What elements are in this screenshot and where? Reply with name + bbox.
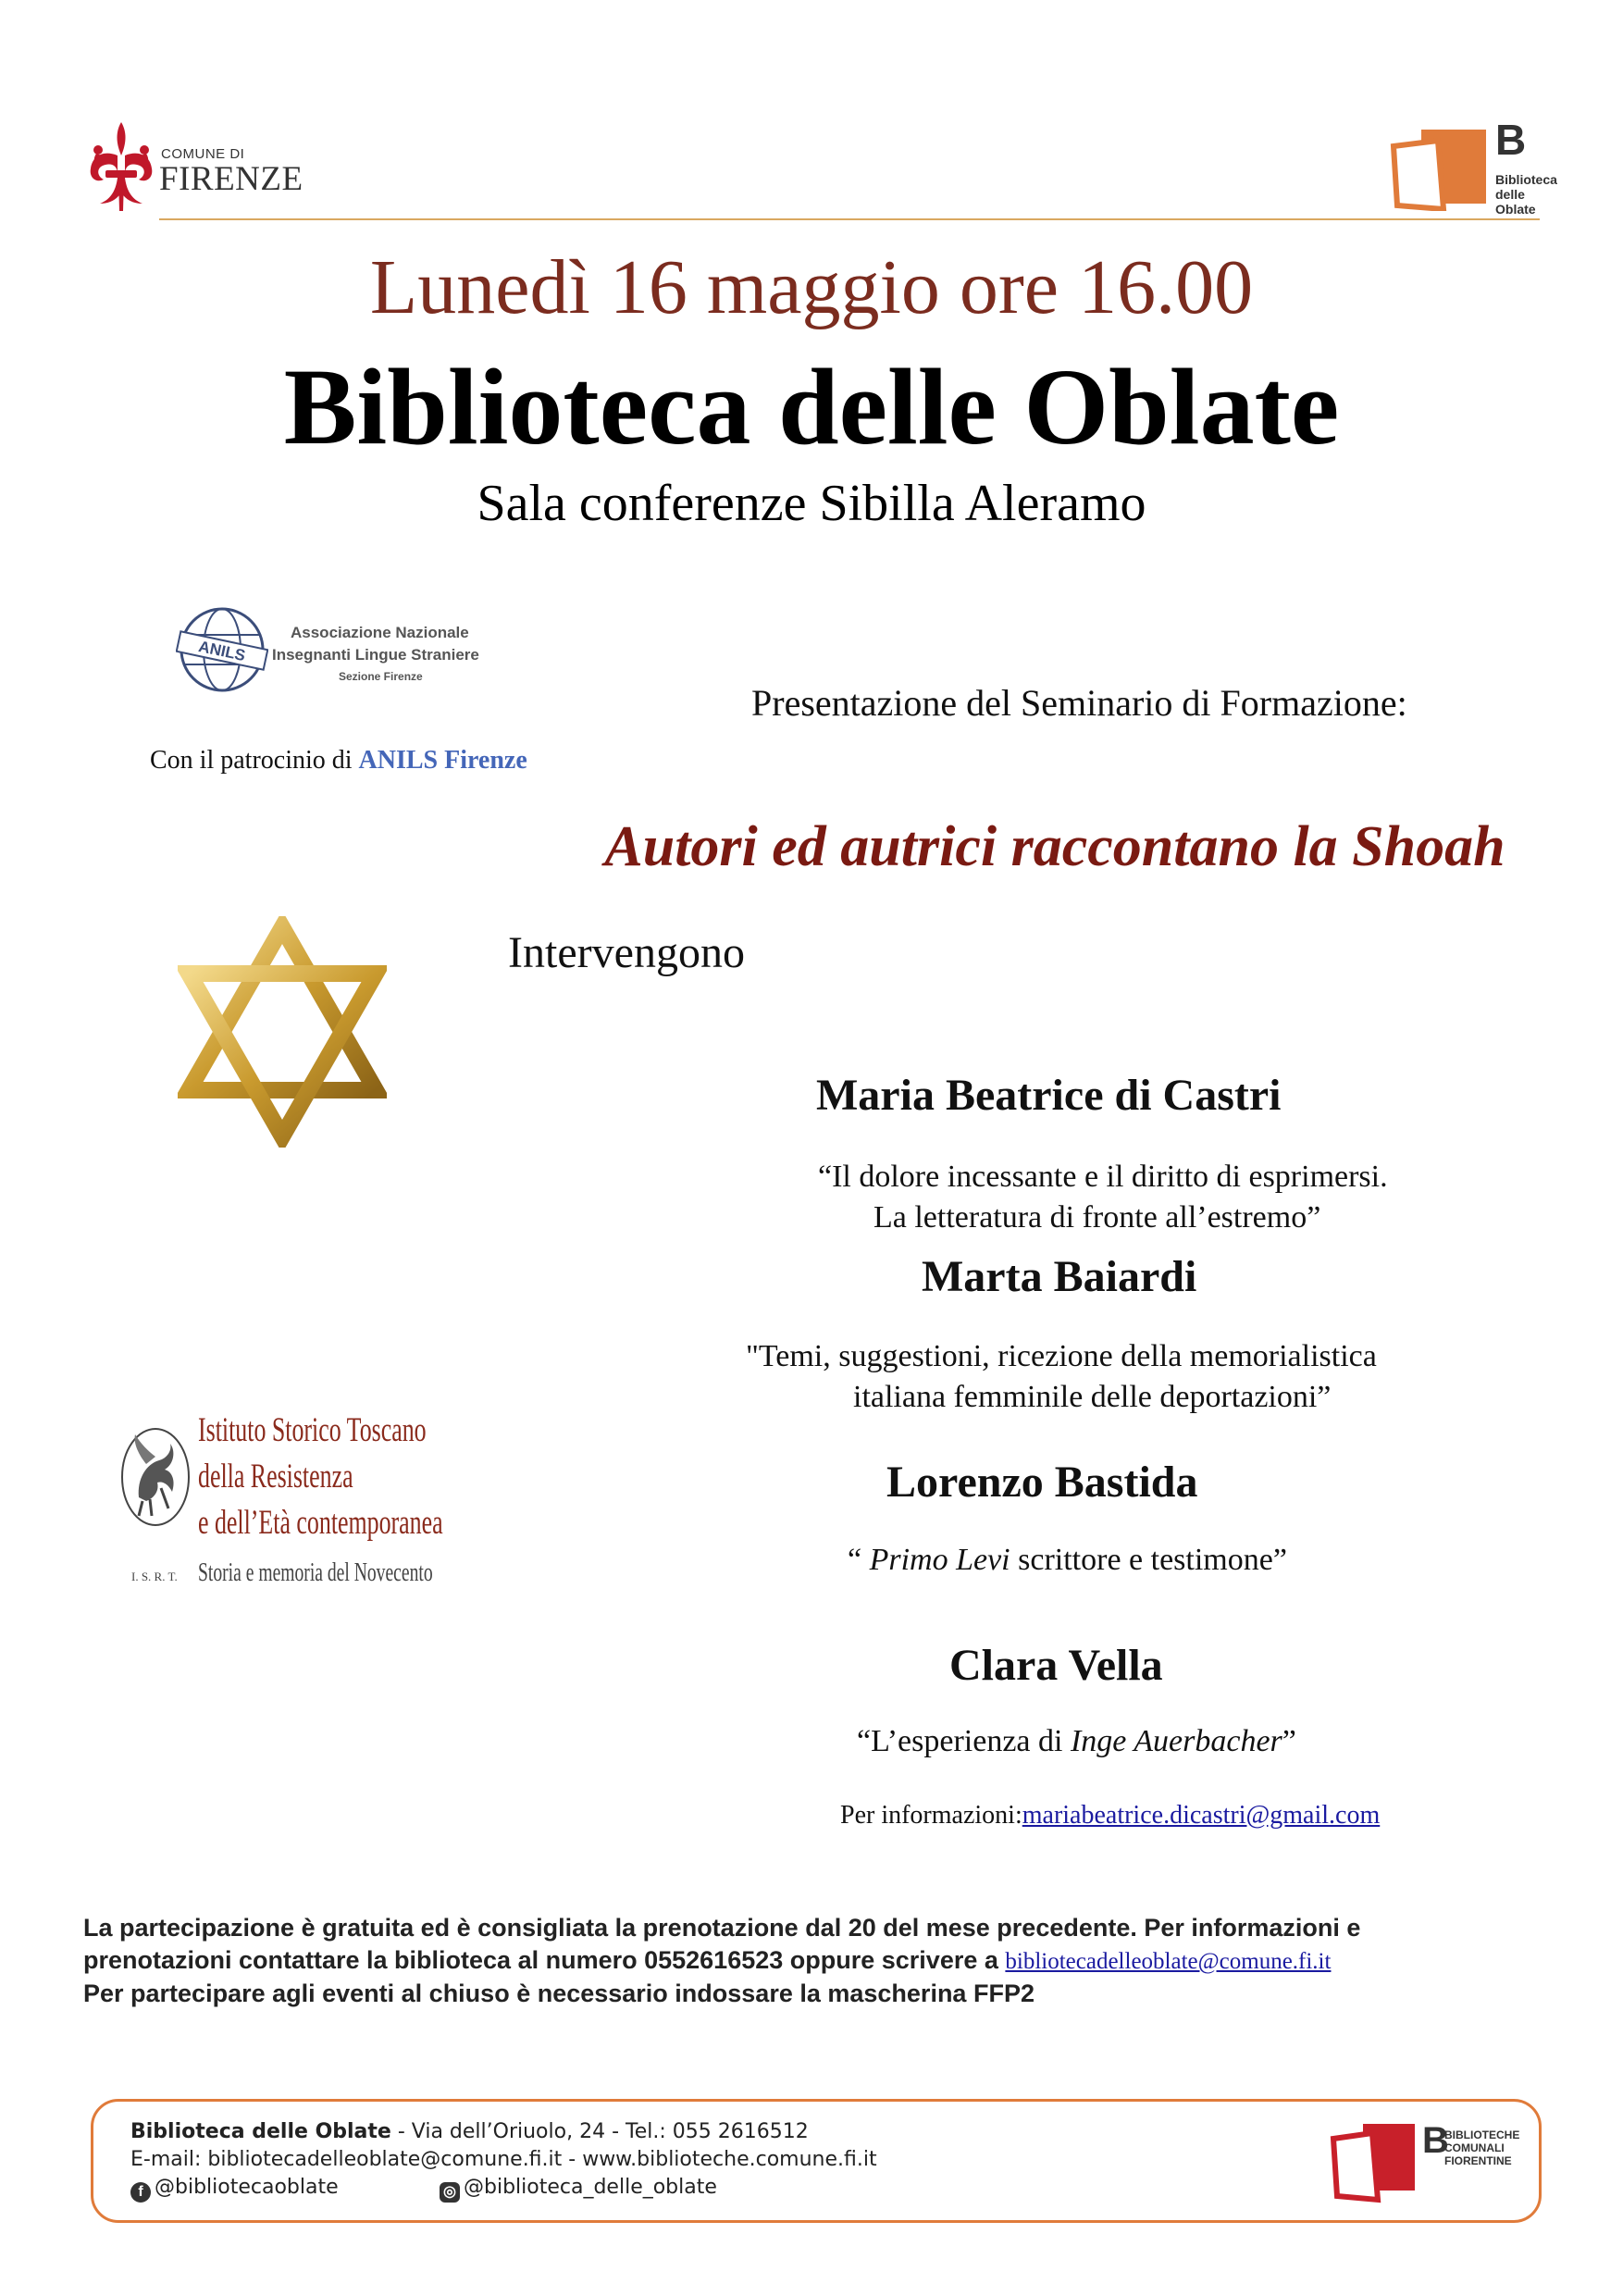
notice-line3: Per partecipare agli eventi al chiuso è necessario indossare la mascherina FFP2: [83, 1980, 1035, 2007]
header-divider: [159, 218, 1540, 220]
biblioteche-logo-line1: BIBLIOTECHE: [1444, 2128, 1520, 2141]
seminar-title: Autori ed autrici raccontano la Shoah: [604, 815, 1505, 878]
speaker-name-3: Lorenzo Bastida: [886, 1458, 1198, 1507]
anils-name-line2: Insegnanti Lingue Straniere: [272, 646, 479, 664]
star-of-david-icon: [178, 916, 387, 1148]
patronage-org: ANILS Firenze: [358, 746, 527, 775]
participation-notice: [83, 1912, 1564, 2010]
firenze-logo-big-text: FIRENZE: [159, 160, 304, 198]
isrt-subtitle: Storia e memoria del Novecento: [198, 1558, 433, 1587]
facebook-icon: f: [130, 2182, 151, 2203]
speaker-name-1: Maria Beatrice di Castri: [816, 1071, 1282, 1120]
talk-title-2-line2: italiana femminile delle deportazioni”: [853, 1380, 1332, 1414]
biblioteche-logo-letter: B: [1422, 2120, 1449, 2161]
comune-firenze-logo: [85, 118, 304, 220]
footer-instagram[interactable]: [440, 2176, 717, 2203]
event-date: Lunedì 16 maggio ore 16.00: [369, 244, 1254, 330]
biblioteche-logo-mark: [1330, 2120, 1422, 2203]
isrt-name-line2: della Resistenza: [198, 1458, 353, 1496]
footer-facebook-handle: @bibliotecaoblate: [155, 2176, 339, 2199]
isrt-abbreviation: I. S. R. T.: [131, 1570, 178, 1583]
isrt-name-line3: e dell’Età contemporanea: [198, 1504, 443, 1542]
isrt-name-line1: Istituto Storico Toscano: [198, 1411, 427, 1449]
speaker-name-4: Clara Vella: [949, 1641, 1163, 1690]
notice-line2: [83, 1944, 1564, 1978]
oblate-logo-line2: delle Oblate: [1495, 187, 1536, 217]
biblioteche-logo-line3: FIORENTINE: [1444, 2154, 1512, 2167]
talk-3-rest: scrittore e testimone”: [1010, 1543, 1287, 1577]
info-label: Per informazioni:: [840, 1801, 1022, 1830]
footer-facebook[interactable]: [130, 2176, 339, 2203]
patronage-prefix: Con il patrocinio di: [150, 746, 359, 775]
info-email-link[interactable]: mariabeatrice.dicastri@gmail.com: [1022, 1801, 1381, 1830]
oblate-logo-line1: Biblioteca: [1495, 172, 1557, 187]
footer-contacts: E-mail: bibliotecadelleoblate@comune.fi.it - www.biblioteche.comune.fi.it: [130, 2148, 877, 2171]
patronage-line: [150, 746, 527, 776]
florence-lily-icon: [85, 118, 157, 215]
talk-title-2-line1: "Temi, suggestioni, ricezione della memorialistica: [746, 1339, 1377, 1373]
talk-title-1-line2: La letteratura di fronte all’estremo”: [873, 1200, 1321, 1235]
biblioteca-oblate-logo: [1386, 118, 1562, 220]
footer-address-line: [130, 2120, 809, 2143]
oblate-logo-mark: [1386, 128, 1488, 211]
footer-address: - Via dell’Oriuolo, 24 - Tel.: 055 2616512: [390, 2120, 809, 2143]
talk-4-close: ”: [1282, 1724, 1296, 1758]
notice-line1: La partecipazione è gratuita ed è consigliata la prenotazione dal 20 del mese precedente. Per informazioni e: [83, 1914, 1361, 1942]
talk-title-4: [857, 1721, 1296, 1762]
anils-badge-text: ANILS: [196, 637, 247, 665]
firenze-logo-small-text: COMUNE DI: [161, 146, 245, 162]
isrt-logo: [118, 1410, 443, 1595]
venue-room: Sala conferenze Sibilla Aleramo: [477, 475, 1146, 532]
talk-3-open: “: [848, 1543, 870, 1577]
speakers-heading: Intervengono: [508, 928, 745, 977]
footer-box: [91, 2099, 1542, 2223]
anils-section: Sezione Firenze: [339, 670, 423, 683]
info-line: [840, 1801, 1380, 1831]
notice-line2-text: prenotazioni contattare la biblioteca al numero 0552616523 oppure scrivere a: [83, 1946, 1006, 1974]
venue-title: Biblioteca delle Oblate: [283, 346, 1340, 467]
talk-4-italic: Inge Auerbacher: [1070, 1724, 1282, 1758]
talk-title-1-line1: “Il dolore incessante e il diritto di esprimersi.: [818, 1160, 1388, 1194]
footer-library-name: Biblioteca delle Oblate: [130, 2120, 391, 2143]
talk-title-3: [848, 1540, 1287, 1581]
notice-email-link[interactable]: bibliotecadelleoblate@comune.fi.it: [1005, 1949, 1332, 1974]
anils-globe-icon: [176, 603, 268, 696]
anils-name-line1: Associazione Nazionale: [291, 624, 469, 641]
talk-4-prefix: “L’esperienza di: [857, 1724, 1071, 1758]
speaker-name-2: Marta Baiardi: [922, 1252, 1197, 1301]
isrt-pegasus-emblem-icon: [118, 1423, 192, 1534]
talk-3-italic: Primo Levi: [869, 1543, 1010, 1577]
anils-logo: [176, 603, 509, 696]
footer-instagram-handle: @biblioteca_delle_oblate: [464, 2176, 717, 2199]
seminar-intro: Presentazione del Seminario di Formazione:: [751, 682, 1407, 724]
oblate-logo-letter: B: [1495, 116, 1527, 164]
biblioteche-comunali-logo: [1330, 2116, 1520, 2209]
instagram-icon: ◎: [440, 2182, 460, 2203]
biblioteche-logo-line2: COMUNALI: [1444, 2141, 1505, 2154]
